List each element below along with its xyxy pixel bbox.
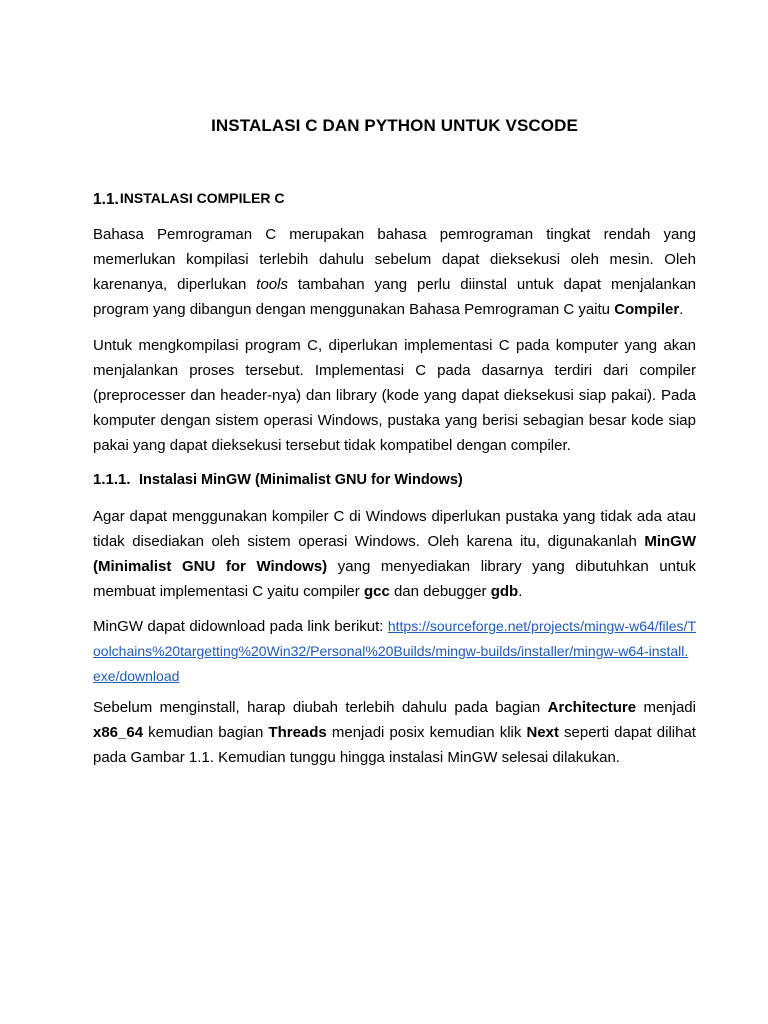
bold-gdb: gdb xyxy=(490,583,519,600)
bold-architecture: Architecture xyxy=(547,699,637,716)
subsection-heading-1-1-1 xyxy=(93,471,463,489)
paragraph-text: Bahasa Pemrograman C merupakan bahasa pemrograman tingkat rendah yang memerlukan kompilasi terlebih dahulu sebelum dapat dieksekusi oleh mesin. Oleh karenanya, diperlukan xyxy=(93,226,696,293)
paragraph-text: MinGW dapat didownload pada link berikut: xyxy=(93,618,388,635)
bold-gcc: gcc xyxy=(363,583,390,600)
paragraph-text: Sebelum menginstall, harap diubah terlebih dahulu pada bagian xyxy=(93,699,548,716)
paragraph-text: yang menyediakan library yang dibutuhkan untuk membuat implementasi C yaitu compiler xyxy=(93,558,696,600)
paragraph-text: menjadi xyxy=(636,699,696,716)
section-heading-1-1 xyxy=(93,190,285,209)
paragraph-mingw xyxy=(93,504,696,604)
paragraph-text: . xyxy=(679,301,684,318)
paragraph-text: Agar dapat menggunakan kompiler C di Windows diperlukan pustaka yang tidak ada atau tidak disediakan oleh sistem operasi Windows. Oleh karena itu, digunakanlah xyxy=(93,508,696,550)
paragraph-implementation: Untuk mengkompilasi program C, diperlukan implementasi C pada komputer yang akan menjalankan proses tersebut. Implementasi C pada dasarnya terdiri dari compiler (preprocesser dan header-nya) dan library (kode yang dapat dieksekusi siap pakai). Pada komputer dengan sistem operasi Windows, pustaka yang berisi sebagian besar kode siap pakai yang dapat dieksekusi tersebut tidak kompatibel dengan compiler. xyxy=(93,337,696,454)
paragraph-download xyxy=(93,614,696,689)
page-title: INSTALASI C DAN PYTHON UNTUK VSCODE xyxy=(211,116,578,135)
subsection-title: Instalasi MinGW (Minimalist GNU for Windows) xyxy=(139,472,463,488)
paragraph-intro xyxy=(93,222,696,322)
paragraph-text: menjadi posix kemudian klik xyxy=(326,724,527,741)
subsection-number: 1.1.1. xyxy=(93,471,131,488)
paragraph-text: tambahan yang perlu diinstal untuk dapat menjalankan program yang dibangun dengan menggunakan Bahasa Pemrograman C yaitu xyxy=(93,276,697,318)
bold-compiler: Compiler xyxy=(614,301,680,318)
emphasis-tools: tools xyxy=(256,276,288,293)
paragraph-install-steps xyxy=(93,695,696,770)
section-number: 1.1. xyxy=(93,191,119,208)
paragraph-text: . xyxy=(518,583,523,600)
bold-mingw: MinGW (Minimalist GNU for Windows) xyxy=(93,533,696,575)
bold-threads: Threads xyxy=(268,724,327,741)
paragraph-text: seperti dapat dilihat pada Gambar 1.1. Kemudian tunggu hingga instalasi MinGW selesai dilakukan. xyxy=(93,724,696,766)
download-link[interactable]: https://sourceforge.net/projects/mingw-w64/files/Toolchains%20targetting%20Win32/Personal%20Builds/mingw-builds/installer/mingw-w64-install.exe/download xyxy=(93,618,696,684)
paragraph-text: kemudian bagian xyxy=(143,724,269,741)
bold-x86: x86_64 xyxy=(93,724,144,741)
bold-next: Next xyxy=(526,724,559,741)
paragraph-text: dan debugger xyxy=(389,583,491,600)
section-title: INSTALASI COMPILER C xyxy=(119,190,285,206)
